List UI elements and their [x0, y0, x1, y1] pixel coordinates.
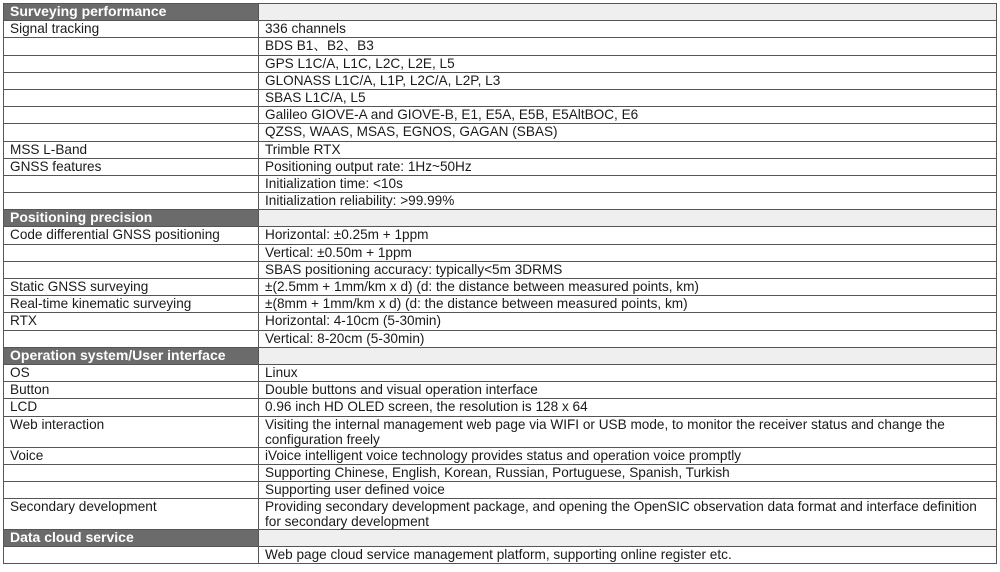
row-value: Vertical: ±0.50m + 1ppm — [259, 244, 997, 261]
section-header-row — [4, 4, 997, 21]
table-row — [4, 89, 997, 106]
row-value: Trimble RTX — [259, 141, 997, 158]
row-label — [4, 464, 259, 481]
table-row — [4, 55, 997, 72]
row-value: QZSS, WAAS, MSAS, EGNOS, GAGAN (SBAS) — [259, 124, 997, 141]
row-value: Double buttons and visual operation interface — [259, 382, 997, 399]
row-label: MSS L-Band — [4, 141, 259, 158]
spec-table-body — [4, 4, 997, 564]
row-label — [4, 244, 259, 261]
row-value: Web page cloud service management platform, supporting online register etc. — [259, 547, 997, 564]
row-label — [4, 175, 259, 192]
row-value: Positioning output rate: 1Hz~50Hz — [259, 158, 997, 175]
row-label — [4, 55, 259, 72]
table-row — [4, 382, 997, 399]
row-value: iVoice intelligent voice technology provides status and operation voice promptly — [259, 447, 997, 464]
section-header-row — [4, 530, 997, 547]
row-label — [4, 547, 259, 564]
row-label: RTX — [4, 313, 259, 330]
section-header-filler — [259, 530, 997, 547]
row-value: SBAS L1C/A, L5 — [259, 89, 997, 106]
row-value: GPS L1C/A, L1C, L2C, L2E, L5 — [259, 55, 997, 72]
row-label: OS — [4, 364, 259, 381]
row-label — [4, 261, 259, 278]
row-label — [4, 107, 259, 124]
row-label: Voice — [4, 447, 259, 464]
section-header-row — [4, 347, 997, 364]
table-row — [4, 141, 997, 158]
row-value: BDS B1、B2、B3 — [259, 38, 997, 55]
table-row — [4, 313, 997, 330]
table-row — [4, 364, 997, 381]
table-row — [4, 499, 997, 530]
row-label — [4, 38, 259, 55]
row-value: 0.96 inch HD OLED screen, the resolution is 128 x 64 — [259, 399, 997, 416]
table-row — [4, 193, 997, 210]
table-row — [4, 21, 997, 38]
table-row — [4, 447, 997, 464]
section-title: Surveying performance — [4, 4, 259, 21]
spec-table — [3, 3, 997, 569]
row-label — [4, 330, 259, 347]
row-value: Horizontal: ±0.25m + 1ppm — [259, 227, 997, 244]
row-value: Visiting the internal management web page via WIFI or USB mode, to monitor the receiver status and change the configuration freely — [259, 416, 997, 447]
table-row — [4, 124, 997, 141]
row-label — [4, 481, 259, 498]
table-row — [4, 481, 997, 498]
row-value: GLONASS L1C/A, L1P, L2C/A, L2P, L3 — [259, 72, 997, 89]
table-row — [4, 547, 997, 564]
table-row — [4, 107, 997, 124]
row-value: 336 channels — [259, 21, 997, 38]
row-label: Real-time kinematic surveying — [4, 296, 259, 313]
row-value: Supporting Chinese, English, Korean, Russian, Portuguese, Spanish, Turkish — [259, 464, 997, 481]
row-value: Initialization reliability: >99.99% — [259, 193, 997, 210]
table-row — [4, 464, 997, 481]
row-label — [4, 193, 259, 210]
table-row — [4, 416, 997, 447]
row-label — [4, 72, 259, 89]
row-label: Static GNSS surveying — [4, 279, 259, 296]
row-value: ±(8mm + 1mm/km x d) (d: the distance between measured points, km) — [259, 296, 997, 313]
table-row — [4, 244, 997, 261]
table-row — [4, 296, 997, 313]
section-title: Positioning precision — [4, 210, 259, 227]
row-label: Web interaction — [4, 416, 259, 447]
row-value: Vertical: 8-20cm (5-30min) — [259, 330, 997, 347]
section-header-filler — [259, 210, 997, 227]
row-value: Linux — [259, 364, 997, 381]
row-value: ±(2.5mm + 1mm/km x d) (d: the distance between measured points, km) — [259, 279, 997, 296]
row-label — [4, 124, 259, 141]
row-value: SBAS positioning accuracy: typically<5m 3DRMS — [259, 261, 997, 278]
row-value: Galileo GIOVE-A and GIOVE-B, E1, E5A, E5B, E5AltBOC, E6 — [259, 107, 997, 124]
row-label: Code differential GNSS positioning — [4, 227, 259, 244]
row-label — [4, 89, 259, 106]
row-label: Signal tracking — [4, 21, 259, 38]
row-label: LCD — [4, 399, 259, 416]
section-title: Data cloud service — [4, 530, 259, 547]
row-label: Secondary development — [4, 499, 259, 530]
row-label: Button — [4, 382, 259, 399]
table-row — [4, 399, 997, 416]
specification-table — [3, 3, 997, 564]
row-value: Initialization time: <10s — [259, 175, 997, 192]
table-row — [4, 38, 997, 55]
table-row — [4, 330, 997, 347]
row-value: Supporting user defined voice — [259, 481, 997, 498]
section-header-filler — [259, 347, 997, 364]
section-header-row — [4, 210, 997, 227]
row-value: Horizontal: 4-10cm (5-30min) — [259, 313, 997, 330]
table-row — [4, 261, 997, 278]
section-title: Operation system/User interface — [4, 347, 259, 364]
section-header-filler — [259, 4, 997, 21]
table-row — [4, 158, 997, 175]
table-row — [4, 279, 997, 296]
table-row — [4, 227, 997, 244]
row-label: GNSS features — [4, 158, 259, 175]
table-row — [4, 72, 997, 89]
row-value: Providing secondary development package, and opening the OpenSIC observation data format and interface definition for secondary development — [259, 499, 997, 530]
table-row — [4, 175, 997, 192]
